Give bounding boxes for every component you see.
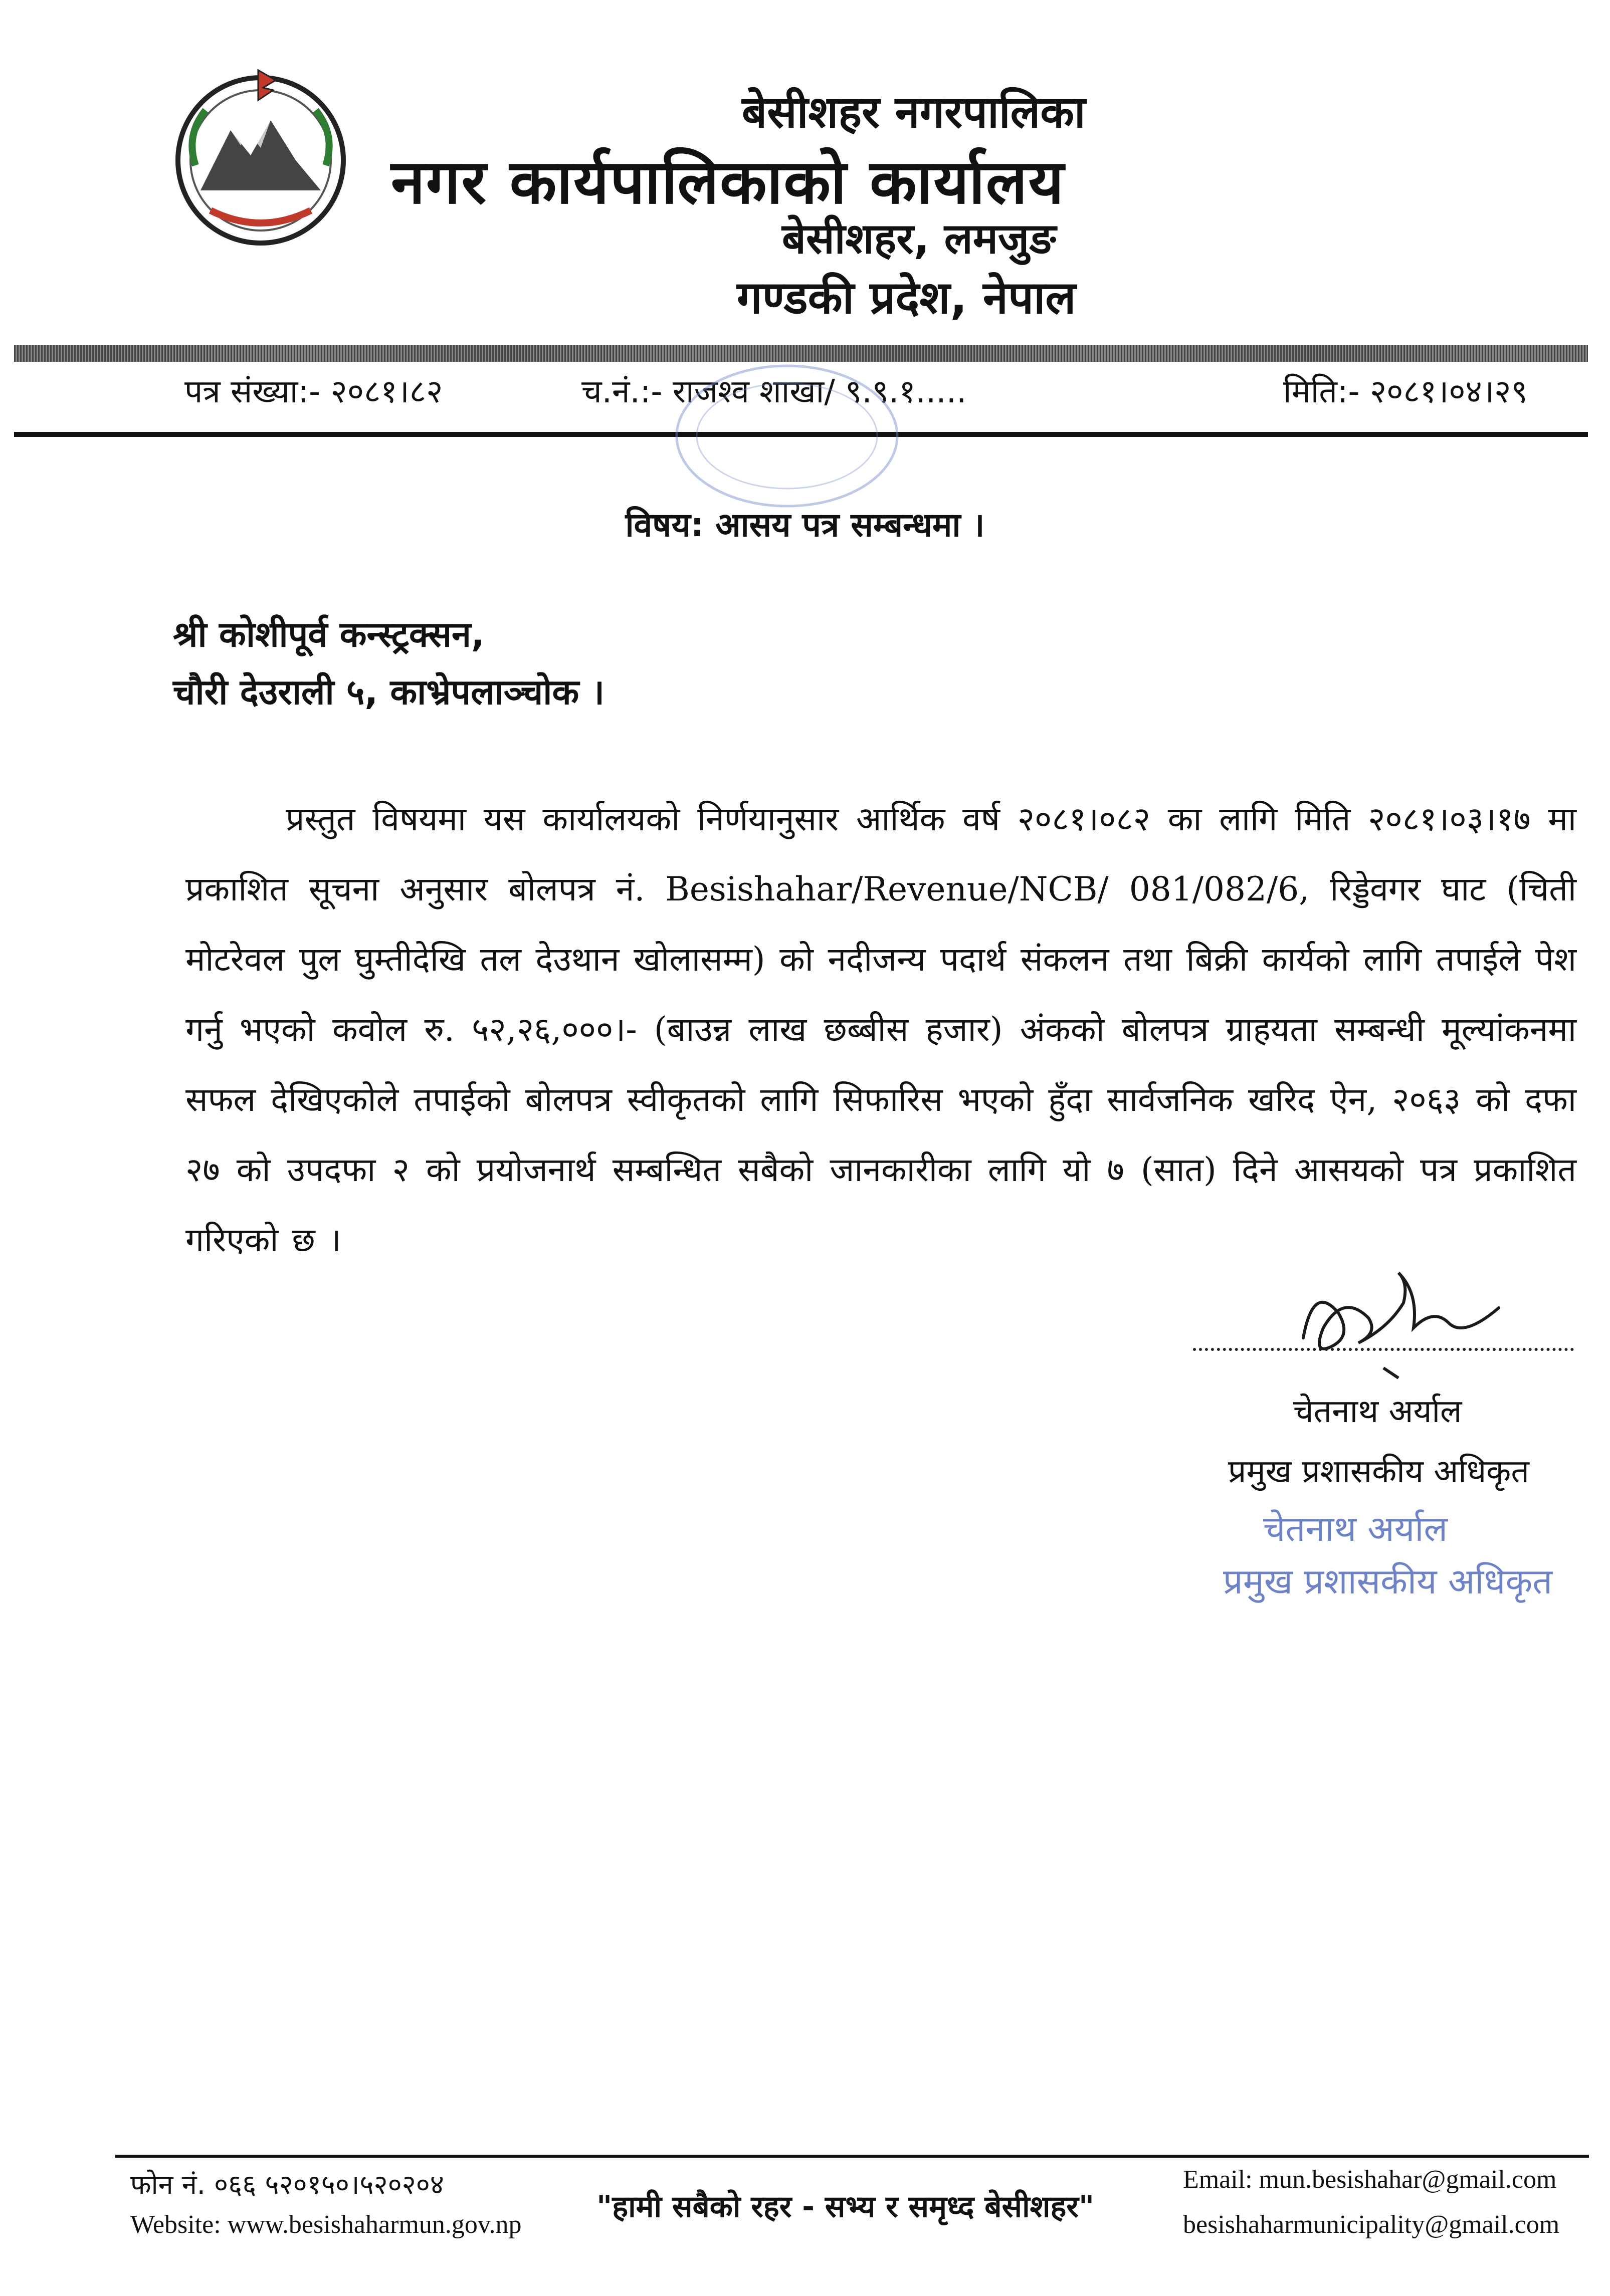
dispatch-number: च.नं.:- राजश्व शाखा/ ९.९.१..... xyxy=(581,373,967,410)
footer-email-link-2[interactable]: besishaharmunicipality@gmail.com xyxy=(1183,2210,1560,2239)
handwritten-signature xyxy=(1283,1253,1514,1388)
province-line: गण्डकी प्रदेश, नेपाल xyxy=(737,272,1076,324)
signatory-title: प्रमुख प्रशासकीय अधिकृत xyxy=(1228,1453,1529,1490)
office-name: नगर कार्यपालिकाको कार्यालय xyxy=(391,146,1065,217)
signature-line xyxy=(1193,1348,1574,1353)
office-address: बेसीशहर, लमजुङ xyxy=(782,214,1056,263)
footer-website-link[interactable]: Website: www.besishaharmun.gov.np xyxy=(130,2210,522,2239)
letter-date: मिति:- २०८१।०४।२९ xyxy=(1283,373,1528,410)
letter-number: पत्र संख्या:- २०८१।८२ xyxy=(184,373,443,410)
signatory-name: चेतनाथ अर्याल xyxy=(1293,1393,1462,1430)
subject-line: विषय: आसय पत्र सम्बन्धमा । xyxy=(625,506,985,544)
office-stamp xyxy=(576,351,927,521)
addressee-address: चौरी देउराली ५, काभ्रेपलाञ्चोक । xyxy=(173,671,605,713)
footer-slogan: "हामी सबैको रहर - सभ्य र समृध्द बेसीशहर" xyxy=(596,2189,1095,2224)
footer-phone: फोन नं. ०६६ ५२०१५०।५२०२०४ xyxy=(130,2169,444,2200)
footer-email-link[interactable]: Email: mun.besishahar@gmail.com xyxy=(1183,2165,1557,2194)
footer-divider xyxy=(115,2155,1589,2158)
stamp-signatory-title: प्रमुख प्रशासकीय अधिकृत xyxy=(1223,1561,1553,1602)
nepal-emblem-logo xyxy=(165,60,356,251)
addressee-name: श्री कोशीपूर्व कन्स्ट्रक्सन, xyxy=(173,614,485,655)
letter-body: प्रस्तुत विषयमा यस कार्यालयको निर्णयानुसार आर्थिक वर्ष २०८१।०८२ का लागि मिति २०८१।०३।१७ मा प्रकाशित सूचना अनुसार बोलपत्र नं. Besishahar/Revenue/NCB/ 081/082/6, रिड्डेवगर घाट (चिती मोटरेवल पुल घुम्तीदेखि तल देउथान खोलासम्म) को नदीजन्य पदार्थ संकलन तथा बिक्री कार्यको लागि तपाईले पेश गर्नु भएको कवोल रु. ५२,२६,०००।- (बाउन्न लाख छब्बीस हजार) अंकको बोलपत्र ग्राहयता सम्बन्धी मूल्यांकनमा सफल देखिएकोले तपाईको बोलपत्र स्वीकृतको लागि सिफारिस भएको हुँदा सार्वजनिक खरिद ऐन, २०६३ को दफा २७ को उपदफा २ को प्रयोजनार्थ सम्बन्धित सबैको जानकारीका लागि यो ७ (सात) दिने आसयको पत्र प्रकाशित गरिएको छ । xyxy=(185,800,1576,1259)
stamp-signatory-name: चेतनाथ अर्याल xyxy=(1263,1508,1448,1549)
municipality-name: बेसीशहर नगरपालिका xyxy=(742,86,1086,138)
